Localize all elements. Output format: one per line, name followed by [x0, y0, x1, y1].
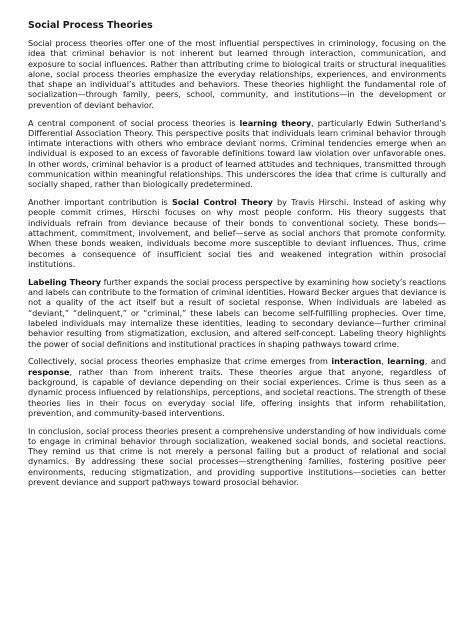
paragraph — [28, 426, 446, 488]
paragraph-text: by Travis Hirschi. Instead of asking why people commit crimes, Hirschi focuses on why most people conform. His theory suggests that individuals refrain from deviance because of their bonds to conventional society. These bonds—attachment, commitment, involvement, and belief—serve as social anchors that promote conformity. When these bonds weaken, individuals become more susceptible to deviant influences. Thus, crime becomes a consequence of insufficient social ties and weakened integration within prosocial institutions. — [28, 197, 446, 269]
bold-term: learning — [387, 356, 425, 367]
paragraph-text: A central component of social process theories is — [28, 117, 240, 128]
bold-term: interaction — [331, 356, 382, 367]
paragraph — [28, 356, 446, 418]
bold-term: Labeling Theory — [28, 276, 102, 287]
paragraph-text: , rather than from inherent traits. These theories argue that anyone, regardless of background, is capable of deviance depending on their social experiences. Crime is thus seen as a dynamic process influenced by relationships, perceptions, and societal reactions. The strength of these theories lies in their focus on everyday social life, offering insights that inform rehabilitation, prevention, and community-based interventions. — [28, 366, 446, 418]
paragraph-text: , — [381, 356, 388, 367]
paragraph — [28, 277, 446, 349]
paragraph — [28, 197, 446, 269]
paragraph-text: , particularly Edwin Sutherland’s Differential Association Theory. This perspective posits that individuals learn criminal behavior through intimate interactions with others who embrace deviant norms. Criminal tendencies emerge when an individual is exposed to an excess of favorable definitions toward law violation over unfavorable ones. In other words, criminal behavior is a product of learned attitudes and techniques, transmitted through communication within meaningful relationships. This underscores the idea that crime is culturally and socially shaped, rather than biologically predetermined. — [28, 117, 446, 190]
paragraph-text: Social process theories offer one of the most influential perspectives in criminology, focusing on the idea that criminal behavior is not inherent but learned through interaction, communication, and exposure to social influences. Rather than attributing crime to biological traits or structural inequalities alone, social process theories emphasize the everyday relationships, experiences, and environments that shape an individual’s attitudes and behaviors. These theories highlight the fundamental role of socialization—through family, peers, school, community, and institutions—in the development or prevention of deviant behavior. — [28, 38, 446, 110]
paragraph-text: In conclusion, social process theories present a comprehensive understanding of how individuals come to engage in criminal behavior through socialization, weakened social bonds, and societal reactions. They remind us that crime is not merely a personal failing but a product of relational and social dynamics. By addressing these social processes—strengthening families, fostering positive peer environments, reducing stigmatization, and providing supportive institutions—societies can better prevent deviance and support pathways toward prosocial behavior. — [28, 425, 446, 488]
paragraph-text: Collectively, social process theories emphasize that crime emerges from — [28, 356, 332, 367]
paragraph-text: , and — [424, 356, 447, 367]
paragraph-text: further expands the social process perspective by examining how society’s reactions and labels can contribute to the formation of criminal identities. Howard Becker argues that deviance is not a quality of the act itself but a result of societal response. When individuals are labeled as “deviant,” “delinquent,” or “criminal,” these labels can become self-fulfilling prophecies. Over time, labeled individuals may internalize these identities, leading to secondary deviance—further criminal behavior resulting from stigmatization, exclusion, and altered self-concept. Labeling theory highlights the power of social definitions and institutional practices in shaping pathways toward crime. — [28, 276, 446, 349]
document-page — [28, 20, 446, 495]
document-title: Social Process Theories — [28, 20, 153, 31]
bold-term: learning theory — [239, 117, 312, 128]
bold-term: response — [28, 366, 70, 377]
bold-term: Social Control Theory — [171, 197, 273, 208]
paragraph — [28, 38, 446, 110]
paragraph-text: Another important contribution is — [28, 197, 172, 208]
document-body — [28, 38, 446, 487]
paragraph — [28, 118, 446, 190]
